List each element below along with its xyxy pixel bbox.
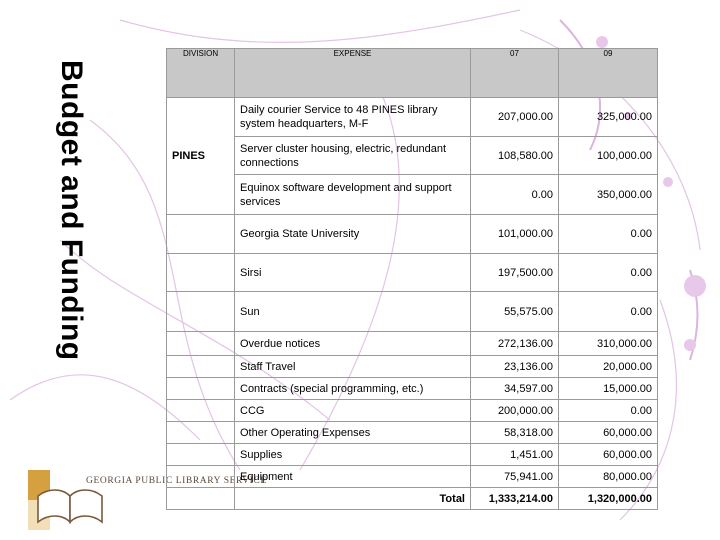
value-07-cell: 55,575.00 [471, 292, 559, 332]
value-07-cell: 58,318.00 [471, 422, 559, 444]
table-row [167, 466, 658, 488]
value-07-cell: 0.00 [471, 175, 559, 215]
division-cell-empty [167, 215, 235, 254]
header-09: 09 [559, 49, 658, 98]
value-09-cell: 80,000.00 [559, 466, 658, 488]
slide-title: Budget and Funding [55, 60, 88, 361]
value-09-cell: 60,000.00 [559, 444, 658, 466]
value-07-cell: 200,000.00 [471, 400, 559, 422]
budget-table [166, 48, 658, 510]
expense-cell: Supplies [235, 444, 471, 466]
table-row [167, 400, 658, 422]
value-09-cell: 0.00 [559, 215, 658, 254]
expense-cell: Contracts (special programming, etc.) [235, 378, 471, 400]
total-row [167, 488, 658, 510]
value-09-cell: 325,000.00 [559, 98, 658, 137]
division-cell-empty [167, 444, 235, 466]
table-row [167, 292, 658, 332]
division-cell-empty [167, 378, 235, 400]
table-header-row [167, 49, 658, 98]
expense-cell: Staff Travel [235, 356, 471, 378]
value-09-cell: 0.00 [559, 254, 658, 292]
value-07-cell: 34,597.00 [471, 378, 559, 400]
table-row [167, 137, 658, 175]
value-09-cell: 100,000.00 [559, 137, 658, 175]
expense-cell: Overdue notices [235, 332, 471, 356]
value-07-cell: 108,580.00 [471, 137, 559, 175]
division-cell-empty [167, 400, 235, 422]
value-09-cell: 350,000.00 [559, 175, 658, 215]
logo-text: GEORGIA PUBLIC LIBRARY SERVICE [86, 476, 267, 486]
expense-cell: Equinox software development and support services [235, 175, 471, 215]
expense-cell: Daily courier Service to 48 PINES library system headquarters, M-F [235, 98, 471, 137]
division-cell-empty [167, 356, 235, 378]
table-row [167, 444, 658, 466]
expense-cell: Equipment [235, 466, 471, 488]
value-09-cell: 20,000.00 [559, 356, 658, 378]
division-cell-empty [167, 254, 235, 292]
value-07-cell: 272,136.00 [471, 332, 559, 356]
value-07-cell: 75,941.00 [471, 466, 559, 488]
value-07-cell: 207,000.00 [471, 98, 559, 137]
division-cell: PINES [167, 98, 235, 215]
value-07-cell: 197,500.00 [471, 254, 559, 292]
table-row [167, 175, 658, 215]
expense-cell: Sun [235, 292, 471, 332]
table-row [167, 98, 658, 137]
header-07: 07 [471, 49, 559, 98]
expense-cell: Server cluster housing, electric, redundant connections [235, 137, 471, 175]
division-cell-empty [167, 292, 235, 332]
expense-cell: CCG [235, 400, 471, 422]
table-row [167, 332, 658, 356]
division-cell-empty [167, 422, 235, 444]
value-09-cell: 0.00 [559, 292, 658, 332]
table-row [167, 422, 658, 444]
value-09-cell: 310,000.00 [559, 332, 658, 356]
value-09-cell: 15,000.00 [559, 378, 658, 400]
header-expense: EXPENSE [235, 49, 471, 98]
value-07-cell: 1,451.00 [471, 444, 559, 466]
expense-cell: Georgia State University [235, 215, 471, 254]
division-cell-empty [167, 488, 235, 510]
value-07-cell: 23,136.00 [471, 356, 559, 378]
division-cell-empty [167, 332, 235, 356]
header-division: DIVISION [167, 49, 235, 98]
table-row [167, 215, 658, 254]
table-row [167, 356, 658, 378]
value-09-cell: 0.00 [559, 400, 658, 422]
total-09-cell: 1,320,000.00 [559, 488, 658, 510]
total-07-cell: 1,333,214.00 [471, 488, 559, 510]
total-label: Total [235, 488, 471, 510]
table-row [167, 378, 658, 400]
value-07-cell: 101,000.00 [471, 215, 559, 254]
expense-cell: Other Operating Expenses [235, 422, 471, 444]
division-cell-empty [167, 466, 235, 488]
value-09-cell: 60,000.00 [559, 422, 658, 444]
expense-cell: Sirsi [235, 254, 471, 292]
table-row [167, 254, 658, 292]
